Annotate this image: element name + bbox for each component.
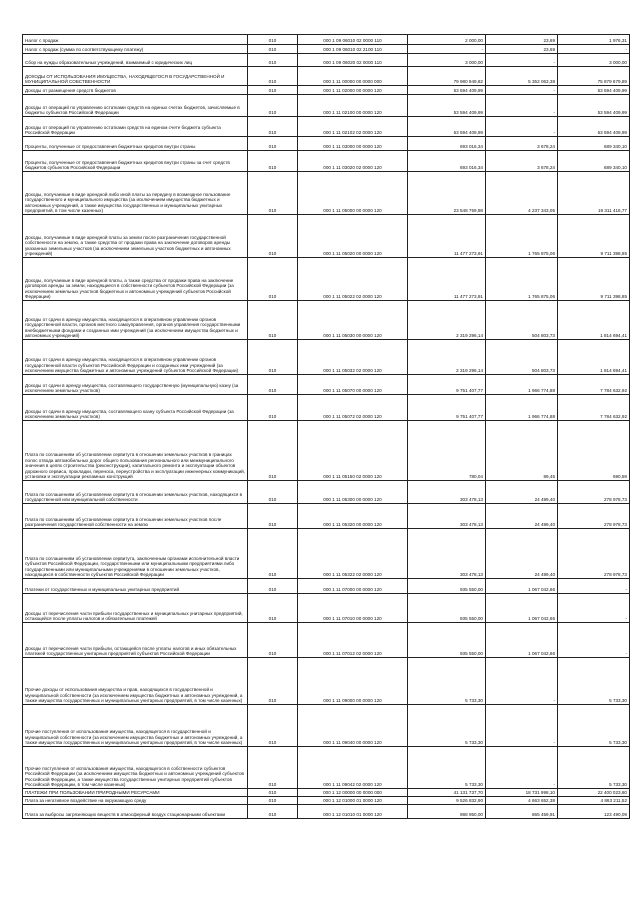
row-assigned-cell: 780,04	[408, 421, 486, 481]
row-unexecuted-cell: 278 978,73	[558, 481, 630, 504]
row-kbk-cell: 000 1 11 09000 00 0000 120	[298, 658, 408, 705]
row-assigned-cell: -	[408, 45, 486, 54]
row-assigned-cell: 2 319 296,14	[408, 301, 486, 340]
table-row	[23, 797, 630, 805]
row-executed-cell: 3 678,24	[486, 151, 558, 172]
row-executed-cell: -	[486, 86, 558, 95]
row-executed-cell: 24 499,40	[486, 529, 558, 579]
row-code-cell: 010	[248, 375, 298, 395]
row-executed-cell: 1 067 042,66	[486, 579, 558, 594]
row-assigned-cell: 41 131 737,70	[408, 789, 486, 797]
row-name-cell: Плата по соглашениям об установлении сервитута, заключенным органами исполнительной власти субъектов Российской Федерации, государственными или муниципальными предприятиями либо государственными или муниципальными учреждениями в отношении земельных участков, находящихся в собственности субъектов Российской Федерации	[23, 529, 248, 579]
row-assigned-cell: 23 548 759,98	[408, 172, 486, 215]
row-name-cell: Доходы от перечисления части прибыли государственных и муниципальных унитарных предприятий, остающейся после уплаты налогов и обязательных платежей	[23, 594, 248, 623]
row-name-cell: Плата по соглашениям об установлении сервитута в отношении земельных участков после разграничения государственной собственности на землю	[23, 504, 248, 529]
row-kbk-cell: 000 1 11 05030 00 0000 120	[298, 301, 408, 340]
row-code-cell: 010	[248, 594, 298, 623]
row-assigned-cell: 693 016,34	[408, 151, 486, 172]
row-code-cell: 010	[248, 301, 298, 340]
row-code-cell: 010	[248, 481, 298, 504]
row-executed-cell: 24 499,40	[486, 504, 558, 529]
row-name-cell: Плата по соглашениям об установлении сервитута в отношении земельных участков в границах полос отвода автомобильных дорог общего пользования регионального или межмуниципального значения в целях строительства (реконструкции), капитального ремонта и эксплуатации объектов дорожного сервиса, прокладки, переноса, переустройства и эксплуатации инженерных коммуникаций, установки и эксплуатации рекламных конструкций	[23, 421, 248, 481]
row-executed-cell: 5 352 063,38	[486, 67, 558, 86]
row-unexecuted-cell: 1 814 694,41	[558, 340, 630, 375]
row-assigned-cell: 303 478,13	[408, 529, 486, 579]
row-executed-cell: -	[486, 705, 558, 747]
row-code-cell: 010	[248, 215, 298, 258]
row-name-cell: Прочие поступления от использования имущества, находящегося в собственности субъектов Российской Федерации (за исключением имущества бюджетных и автономных учреждений субъектов Российской Федерации, а также имущества государственных унитарных предприятий субъектов Российской Федерации, в том числе казенных)	[23, 747, 248, 789]
row-assigned-cell: 5 733,30	[408, 705, 486, 747]
table-row	[23, 789, 630, 797]
row-code-cell: 010	[248, 340, 298, 375]
row-unexecuted-cell: 3 000,00	[558, 54, 630, 67]
row-assigned-cell: 53 594 409,99	[408, 95, 486, 117]
row-code-cell: 010	[248, 35, 298, 45]
table-row	[23, 35, 630, 45]
row-code-cell: 010	[248, 67, 298, 86]
table-row	[23, 117, 630, 137]
row-code-cell: 010	[248, 86, 298, 95]
row-kbk-cell: 000 1 11 03020 02 0000 120	[298, 151, 408, 172]
row-kbk-cell: 000 1 11 05300 00 0000 120	[298, 481, 408, 504]
row-unexecuted-cell: 123 490,09	[558, 805, 630, 819]
row-kbk-cell: 000 1 09 06010 02 2100 110	[298, 45, 408, 54]
row-executed-cell: 18 731 998,10	[486, 789, 558, 797]
row-name-cell: Прочие поступления от использования имущества, находящегося в государственной и муниципальной собственности (за исключением имущества бюджетных и автономных учреждений, а также имущества государственных и муниципальных унитарных предприятий, в том числе казенных)	[23, 705, 248, 747]
row-assigned-cell: 5 733,30	[408, 747, 486, 789]
row-name-cell: Доходы, получаемые в виде арендной платы, а также средства от продажи права на заключение договоров аренды за земли, находящиеся в собственности субъектов Российской Федерации (за исключением земельных участков бюджетных и автономных учреждений субъектов Российской Федерации)	[23, 258, 248, 301]
row-name-cell: Доходы от операций по управлению остатками средств на единых счетах бюджетов, зачисляемые в бюджеты субъектов Российской Федерации	[23, 95, 248, 117]
table-row	[23, 705, 630, 747]
row-executed-cell: -	[486, 658, 558, 705]
row-name-cell: Проценты, полученные от предоставления бюджетных кредитов внутри страны	[23, 137, 248, 151]
row-kbk-cell: 000 1 11 07012 02 0000 120	[298, 623, 408, 658]
table-row	[23, 395, 630, 421]
revenue-table	[22, 34, 630, 819]
row-kbk-cell: 000 1 11 02000 00 0000 120	[298, 86, 408, 95]
row-code-cell: 010	[248, 117, 298, 137]
table-row	[23, 579, 630, 594]
revenue-table-body	[23, 35, 630, 819]
row-unexecuted-cell: 75 879 679,89	[558, 67, 630, 86]
row-kbk-cell: 000 1 11 09042 02 0000 120	[298, 747, 408, 789]
row-executed-cell: 23,69	[486, 35, 558, 45]
row-kbk-cell: 000 1 11 05150 02 0000 120	[298, 421, 408, 481]
table-row	[23, 375, 630, 395]
row-kbk-cell: 000 1 09 06020 02 0000 110	[298, 54, 408, 67]
row-kbk-cell: 000 1 11 02100 00 0000 120	[298, 95, 408, 117]
row-assigned-cell: 2 319 296,14	[408, 340, 486, 375]
row-unexecuted-cell: 689 340,10	[558, 137, 630, 151]
table-row	[23, 623, 630, 658]
table-row	[23, 151, 630, 172]
table-row	[23, 301, 630, 340]
row-code-cell: 010	[248, 705, 298, 747]
row-name-cell: Налог с продаж	[23, 35, 248, 45]
row-assigned-cell: 303 478,13	[408, 481, 486, 504]
row-unexecuted-cell: 7 784 632,92	[558, 375, 630, 395]
row-executed-cell: 23,69	[486, 45, 558, 54]
row-name-cell: Доходы, получаемые в виде арендной платы за земли после разграничения государственной собственности на землю, а также средства от продажи права на заключение договоров аренды указанных земельных участков (за исключением земельных участков бюджетных и автономных учреждений)	[23, 215, 248, 258]
row-unexecuted-cell: 53 594 409,99	[558, 95, 630, 117]
row-unexecuted-cell: 7 784 632,92	[558, 395, 630, 421]
row-name-cell: Доходы от сдачи в аренду имущества, находящегося в оперативном управлении органов государственной власти, органов местного самоуправления, органов управления государственными внебюджетными фондами и созданных ими учреждений (за исключением имущества бюджетных и автономных учреждений)	[23, 301, 248, 340]
row-unexecuted-cell: 9 711 398,85	[558, 215, 630, 258]
row-unexecuted-cell: -	[558, 623, 630, 658]
row-assigned-cell: 3 000,00	[408, 54, 486, 67]
row-executed-cell: 24 499,40	[486, 481, 558, 504]
row-code-cell: 010	[248, 258, 298, 301]
table-row	[23, 67, 630, 86]
row-code-cell: 010	[248, 805, 298, 819]
row-name-cell: Доходы от сдачи в аренду имущества, находящегося в оперативном управлении органов государственной власти субъектов Российской Федерации и созданных ими учреждений (за исключением имущества бюджетных и автономных учреждений субъектов Российской Федерации)	[23, 340, 248, 375]
row-executed-cell: 1 765 875,06	[486, 215, 558, 258]
row-assigned-cell: 11 477 273,91	[408, 258, 486, 301]
row-unexecuted-cell: 5 733,30	[558, 658, 630, 705]
row-name-cell: Плата за негативное воздействие на окружающую среду	[23, 797, 248, 805]
row-kbk-cell: 000 1 11 05020 00 0000 120	[298, 215, 408, 258]
row-executed-cell: 504 803,73	[486, 301, 558, 340]
row-unexecuted-cell: 5 733,30	[558, 747, 630, 789]
row-kbk-cell: 000 1 11 05000 00 0000 120	[298, 172, 408, 215]
row-assigned-cell: 9 751 407,77	[408, 375, 486, 395]
table-row	[23, 529, 630, 579]
row-kbk-cell: 000 1 12 01010 01 0000 120	[298, 805, 408, 819]
row-assigned-cell: 988 950,00	[408, 805, 486, 819]
row-code-cell: 010	[248, 797, 298, 805]
table-row	[23, 215, 630, 258]
row-code-cell: 010	[248, 395, 298, 421]
row-code-cell: 010	[248, 172, 298, 215]
row-kbk-cell: 000 1 11 09040 00 0000 120	[298, 705, 408, 747]
row-name-cell: Прочие доходы от использования имущества и прав, находящихся в государственной и муниципальной собственности (за исключением имущества бюджетных и автономных учреждений, а также имущества государственных и муниципальных унитарных предприятий, в том числе казенных)	[23, 658, 248, 705]
row-unexecuted-cell: -	[558, 579, 630, 594]
table-row	[23, 805, 630, 819]
row-kbk-cell: 000 1 12 01000 01 0000 120	[298, 797, 408, 805]
report-page	[22, 34, 629, 819]
row-unexecuted-cell: 278 978,73	[558, 529, 630, 579]
row-code-cell: 010	[248, 421, 298, 481]
row-code-cell: 010	[248, 747, 298, 789]
row-assigned-cell: 11 477 273,91	[408, 215, 486, 258]
row-name-cell: Платежи от государственных и муниципальных унитарных предприятий	[23, 579, 248, 594]
row-executed-cell: 4 237 343,05	[486, 172, 558, 215]
table-row	[23, 658, 630, 705]
row-name-cell: Налог с продаж (сумма по соответствующему платежу)	[23, 45, 248, 54]
row-kbk-cell: 000 1 11 05032 02 0000 120	[298, 340, 408, 375]
table-row	[23, 86, 630, 95]
row-code-cell: 010	[248, 45, 298, 54]
row-code-cell: 010	[248, 623, 298, 658]
row-executed-cell: 1 966 774,88	[486, 395, 558, 421]
row-unexecuted-cell: 690,59	[558, 421, 630, 481]
row-assigned-cell: 9 526 832,90	[408, 797, 486, 805]
row-unexecuted-cell: 53 594 409,99	[558, 117, 630, 137]
row-kbk-cell: 000 1 11 05072 02 0000 120	[298, 395, 408, 421]
row-assigned-cell: 53 594 409,99	[408, 117, 486, 137]
row-assigned-cell: 935 550,00	[408, 623, 486, 658]
row-name-cell: Проценты, полученные от предоставления бюджетных кредитов внутри страны за счет средств бюджетов субъектов Российской Федерации	[23, 151, 248, 172]
row-unexecuted-cell: 278 978,73	[558, 504, 630, 529]
row-name-cell: Плата по соглашениям об установлении сервитута в отношении земельных участков, находящихся в государственной или муниципальной собственности	[23, 481, 248, 504]
row-name-cell: Доходы от операций по управлению остатками средств на едином счете бюджета субъекта Российской Федерации	[23, 117, 248, 137]
row-executed-cell: 865 459,91	[486, 805, 558, 819]
row-code-cell: 010	[248, 529, 298, 579]
row-name-cell: Сбор на нужды образовательных учреждений, взимаемый с юридических лиц	[23, 54, 248, 67]
table-row	[23, 45, 630, 54]
table-row	[23, 54, 630, 67]
row-executed-cell: 1 765 875,06	[486, 258, 558, 301]
row-assigned-cell: 303 478,13	[408, 504, 486, 529]
row-code-cell: 010	[248, 137, 298, 151]
row-code-cell: 010	[248, 789, 298, 797]
row-code-cell: 010	[248, 504, 298, 529]
row-unexecuted-cell: 19 311 416,77	[558, 172, 630, 215]
row-executed-cell: 1 067 042,66	[486, 623, 558, 658]
row-kbk-cell: 000 1 12 00000 00 0000 000	[298, 789, 408, 797]
row-unexecuted-cell: -	[558, 594, 630, 623]
row-name-cell: Доходы, получаемые в виде арендной либо иной платы за передачу в возмездное пользование государственного и муниципального имущества (за исключением имущества бюджетных и автономных учреждений, а также имущества государственных и муниципальных унитарных предприятий, в том числе казенных)	[23, 172, 248, 215]
table-row	[23, 258, 630, 301]
row-name-cell: ПЛАТЕЖИ ПРИ ПОЛЬЗОВАНИИ ПРИРОДНЫМИ РЕСУРСАМИ	[23, 789, 248, 797]
row-code-cell: 010	[248, 151, 298, 172]
row-assigned-cell: 5 733,30	[408, 658, 486, 705]
table-row	[23, 172, 630, 215]
row-code-cell: 010	[248, 95, 298, 117]
row-unexecuted-cell: 689 340,10	[558, 151, 630, 172]
table-row	[23, 421, 630, 481]
row-unexecuted-cell: 4 863 211,52	[558, 797, 630, 805]
row-executed-cell: 4 663 652,38	[486, 797, 558, 805]
row-unexecuted-cell: -	[558, 45, 630, 54]
row-kbk-cell: 000 1 09 06010 02 0000 110	[298, 35, 408, 45]
row-kbk-cell: 000 1 11 05022 02 0000 120	[298, 258, 408, 301]
row-assigned-cell: 2 000,00	[408, 35, 486, 45]
row-kbk-cell: 000 1 11 02102 02 0000 120	[298, 117, 408, 137]
row-executed-cell: -	[486, 117, 558, 137]
table-row	[23, 504, 630, 529]
table-row	[23, 137, 630, 151]
row-assigned-cell: 693 016,34	[408, 137, 486, 151]
row-name-cell: Доходы от сдачи в аренду имущества, составляющего казну субъекта Российской Федерации (за исключением земельных участков)	[23, 395, 248, 421]
row-assigned-cell: 53 594 409,99	[408, 86, 486, 95]
table-row	[23, 340, 630, 375]
row-name-cell: ДОХОДЫ ОТ ИСПОЛЬЗОВАНИЯ ИМУЩЕСТВА, НАХОДЯЩЕГОСЯ В ГОСУДАРСТВЕННОЙ И МУНИЦИПАЛЬНОЙ СОБСТВЕННОСТИ	[23, 67, 248, 86]
row-unexecuted-cell: 53 594 409,99	[558, 86, 630, 95]
row-executed-cell: 1 067 042,66	[486, 594, 558, 623]
row-name-cell: Доходы от размещения средств бюджетов	[23, 86, 248, 95]
row-assigned-cell: 935 550,00	[408, 594, 486, 623]
row-kbk-cell: 000 1 11 07000 00 0000 120	[298, 579, 408, 594]
row-executed-cell: -	[486, 747, 558, 789]
row-executed-cell: 3 678,24	[486, 137, 558, 151]
row-unexecuted-cell: 9 711 398,85	[558, 258, 630, 301]
table-row	[23, 747, 630, 789]
row-kbk-cell: 000 1 11 05322 02 0000 120	[298, 529, 408, 579]
row-kbk-cell: 000 1 11 03000 00 0000 120	[298, 137, 408, 151]
row-kbk-cell: 000 1 11 05070 00 0000 120	[298, 375, 408, 395]
row-code-cell: 010	[248, 579, 298, 594]
row-executed-cell: 89,45	[486, 421, 558, 481]
row-unexecuted-cell: 1 976,31	[558, 35, 630, 45]
row-assigned-cell: 9 751 407,77	[408, 395, 486, 421]
table-row	[23, 481, 630, 504]
row-name-cell: Доходы от перечисления части прибыли, остающейся после уплаты налогов и иных обязательных платежей государственных унитарных предприятий субъектов Российской Федерации	[23, 623, 248, 658]
row-unexecuted-cell: 1 814 694,41	[558, 301, 630, 340]
row-unexecuted-cell: 22 400 023,60	[558, 789, 630, 797]
row-executed-cell: -	[486, 54, 558, 67]
table-row	[23, 594, 630, 623]
row-code-cell: 010	[248, 658, 298, 705]
row-kbk-cell: 000 1 11 00000 00 0000 000	[298, 67, 408, 86]
row-executed-cell: 1 966 774,88	[486, 375, 558, 395]
table-row	[23, 95, 630, 117]
row-name-cell: Плата за выбросы загрязняющих веществ в атмосферный воздух стационарными объектами	[23, 805, 248, 819]
row-assigned-cell: 79 980 949,82	[408, 67, 486, 86]
row-code-cell: 010	[248, 54, 298, 67]
row-executed-cell: -	[486, 95, 558, 117]
row-unexecuted-cell: 5 733,30	[558, 705, 630, 747]
row-kbk-cell: 000 1 11 05320 00 0000 120	[298, 504, 408, 529]
row-name-cell: Доходы от сдачи в аренду имущества, составляющего государственную (муниципальную) казну (за исключением земельных участков)	[23, 375, 248, 395]
row-kbk-cell: 000 1 11 07010 00 0000 120	[298, 594, 408, 623]
row-executed-cell: 504 803,73	[486, 340, 558, 375]
row-assigned-cell: 935 550,00	[408, 579, 486, 594]
